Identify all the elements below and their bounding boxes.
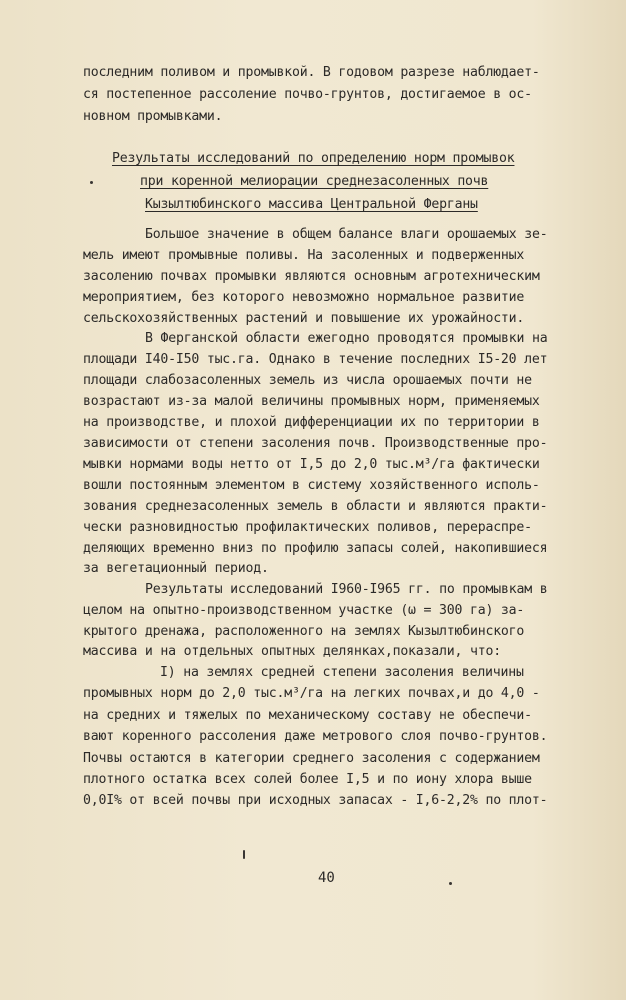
text-line: вошли постоянным элементом в систему хозяйственного исполь- bbox=[83, 478, 540, 493]
text-line: последним поливом и промывкой. В годовом разрезе наблюдает- bbox=[83, 65, 540, 80]
text-line: площади I40-I50 тыс.га. Однако в течение последних I5-20 лет bbox=[83, 352, 548, 367]
text-line: вают коренного рассоления даже метрового слоя почво-грунтов. bbox=[83, 729, 548, 744]
text-line: засолению почвах промывки являются основным агротехническим bbox=[83, 269, 540, 284]
section-heading-line: Результаты исследований по определению норм промывок bbox=[112, 151, 515, 166]
text-line: целом на опытно-производственном участке (ω = 300 га) за- bbox=[83, 603, 525, 618]
margin-mark bbox=[90, 181, 93, 184]
section-heading-line: при коренной мелиорации среднезасоленных почв bbox=[140, 174, 489, 189]
text-line: мель имеют промывные поливы. На засоленных и подверженных bbox=[83, 248, 525, 263]
text-line: ся постепенное рассоление почво-грунтов, достигаемое в ос- bbox=[83, 87, 532, 102]
text-line: возрастают из-за малой величины промывных норм, применяемых bbox=[83, 394, 540, 409]
text-line: чески разновидностью профилактических поливов, перераспре- bbox=[83, 520, 532, 535]
text-line: мывки нормами воды нетто от I,5 до 2,0 тыс.м³/га фактически bbox=[83, 457, 540, 472]
text-line: Почвы остаются в категории среднего засоления с содержанием bbox=[83, 751, 540, 766]
text-line: на производстве, и плохой дифференциации их по территории в bbox=[83, 415, 540, 430]
text-line: на средних и тяжелых по механическому составу не обеспечи- bbox=[83, 708, 532, 723]
page-number: 40 bbox=[318, 870, 335, 886]
text-line: площади слабозасоленных земель из числа орошаемых почти не bbox=[83, 373, 532, 388]
stray-mark bbox=[243, 850, 245, 859]
text-line: I) на землях средней степени засоления величины bbox=[160, 665, 524, 680]
text-line: Результаты исследований I960-I965 гг. по промывкам в bbox=[145, 582, 548, 597]
text-line: мероприятием, без которого невозможно нормальное развитие bbox=[83, 290, 525, 305]
text-line: крытого дренажа, расположенного на землях Кызылтюбинского bbox=[83, 624, 525, 639]
text-line: В Ферганской области ежегодно проводятся промывки на bbox=[145, 331, 548, 346]
text-line: зависимости от степени засоления почв. Производственные про- bbox=[83, 436, 548, 451]
text-line: сельскохозяйственных растений и повышение их урожайности. bbox=[83, 311, 525, 326]
text-line: зования среднезасоленных земель в области и являются практи- bbox=[83, 499, 548, 514]
text-line: плотного остатка всех солей более I,5 и по иону хлора выше bbox=[83, 772, 532, 787]
text-line: массива и на отдельных опытных делянках,показали, что: bbox=[83, 644, 501, 659]
text-line: Большое значение в общем балансе влаги орошаемых зе- bbox=[145, 227, 548, 242]
text-line: за вегетационный период. bbox=[83, 561, 269, 576]
text-line: промывных норм до 2,0 тыс.м³/га на легких почвах,и до 4,0 - bbox=[83, 686, 540, 701]
text-line: деляющих временно вниз по профилю запасы солей, накопившиеся bbox=[83, 541, 548, 556]
stray-mark bbox=[449, 882, 452, 885]
text-line: 0,0I% от всей почвы при исходных запасах - I,6-2,2% по плот- bbox=[83, 793, 548, 808]
text-line: новном промывками. bbox=[83, 109, 223, 124]
section-heading-line: Кызылтюбинского массива Центральной Ферганы bbox=[145, 197, 478, 212]
